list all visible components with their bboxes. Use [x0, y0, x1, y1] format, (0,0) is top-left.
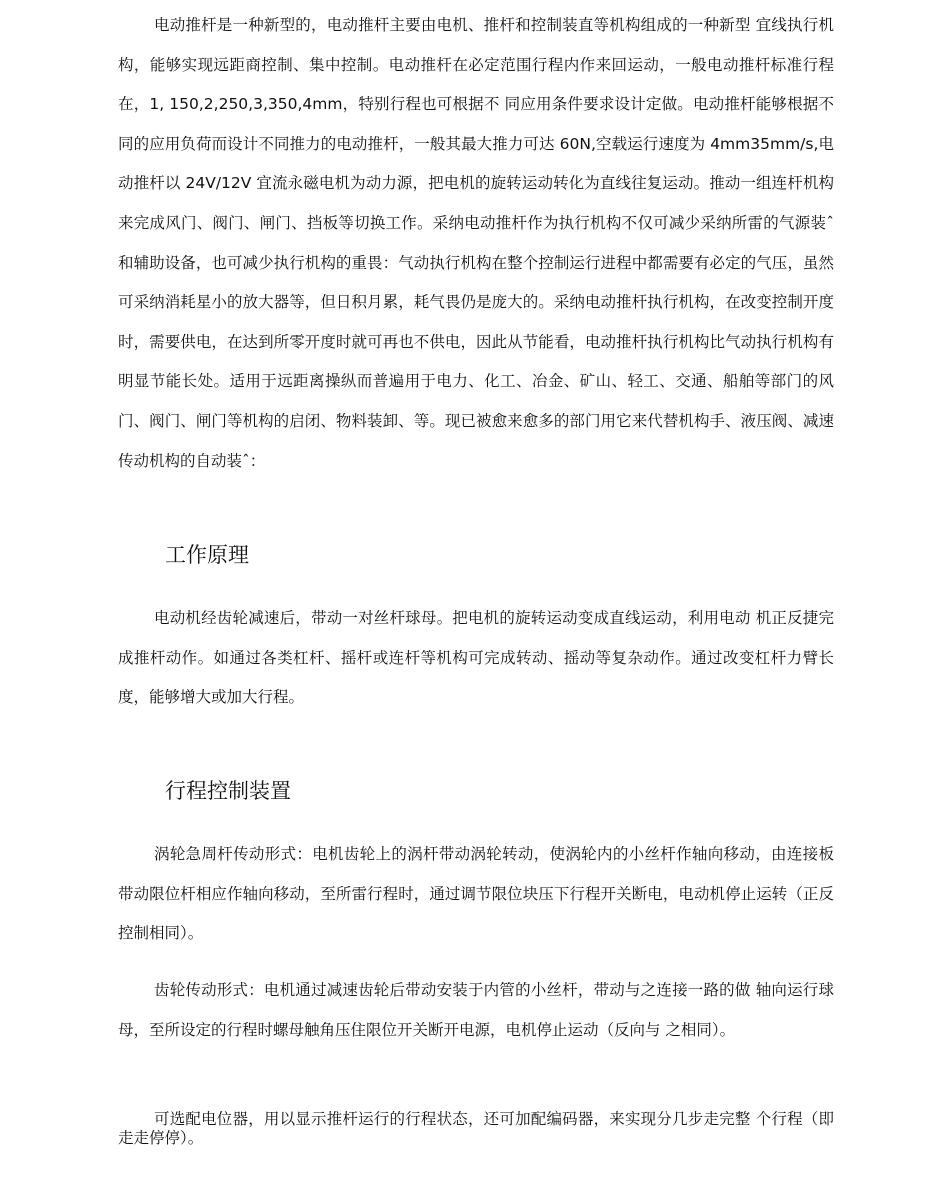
section-heading-working-principle: 工作原理: [165, 543, 249, 567]
section-heading-stroke-control: 行程控制装置: [165, 779, 291, 803]
intro-paragraph: 电动推杆是一种新型的，电动推杆主要由电机、推杆和控制装直等机构组成的一种新型 宜线执行机构，能够实现远距商控制、集中控制。电动推杆在必定范围行程内作来回运动，一般电动推杆标准行程在，1, 150,2,250,3,350,4mm，特别行程也可根据不 同应用条件要求设计定做。电动推杆能够根据不同的应用负荷而设计不同推力的电动推杆，一般其最大推力可达 60N,空载运行速度为 4mm35mm/s,电动推杆以 24V/12V 宜流永磁电机为动力源，把电机的旋转运动转化为直线往复运动。推动一组连杆机构来完成风门、阀门、闸门、挡板等切换工作。采纳电动推杆作为执行机构不仅可减少采纳所雷的气源装ˆ和辅助设备，也可减少执行机构的重畏：气动执行机构在整个控制运行进程中都需要有必定的气压，虽然可采纳消耗星小的放大器等，但日积月累，耗气畏仍是庞大的。采纳电动推杆执行机构，在改变控制开度时，需要供电，在达到所零开度时就可再也不供电，因此从节能看，电动推杆执行机构比气动执行机构有明显节能长处。适用于远距离操纵而普遍用于电力、化工、冶金、矿山、轻工、交通、船舶等部门的风门、阀门、闸门等机构的启闭、物料装卸、等。现已被愈来愈多的部门用它来代替机构手、液压阀、减速传动机构的自动装ˆ：: [118, 16, 834, 470]
working-principle-paragraph: 电动机经齿轮减速后，带动一对丝杆球母。把电机的旋转运动变成直线运动，利用电动 机正反捷完成推杆动作。如通过各类杠杆、摇杆或连杆等机构可完成转动、摇动等复杂动作。通过改变杠杆力臂长度，能够增大或加大行程。: [118, 609, 834, 707]
stroke-control-paragraph-gear: 齿轮传动形式：电机通过减速齿轮后带动安装于内管的小丝杆，带动与之连接一路的做 轴向运行球母，至所设定的行程时螺母触角压住限位开关断开电源，电机停止运动（反向与 之相同）。: [118, 981, 834, 1039]
stroke-control-paragraph-worm: 涡轮急周杆传动形式：电机齿轮上的涡杆带动涡轮转动，使涡轮内的小丝杆作轴向移动，由连接板带动限位杆相应作轴向移动，至所雷行程时，通过调节限位块压下行程开关断电，电动机停止运转（正反控制相同）。: [118, 845, 834, 943]
stroke-control-paragraph-potentiometer: 可选配电位器，用以显示推杆运行的行程状态，还可加配编码器，来实现分几步走完整 个行程（即走走停停）。: [118, 1110, 834, 1147]
